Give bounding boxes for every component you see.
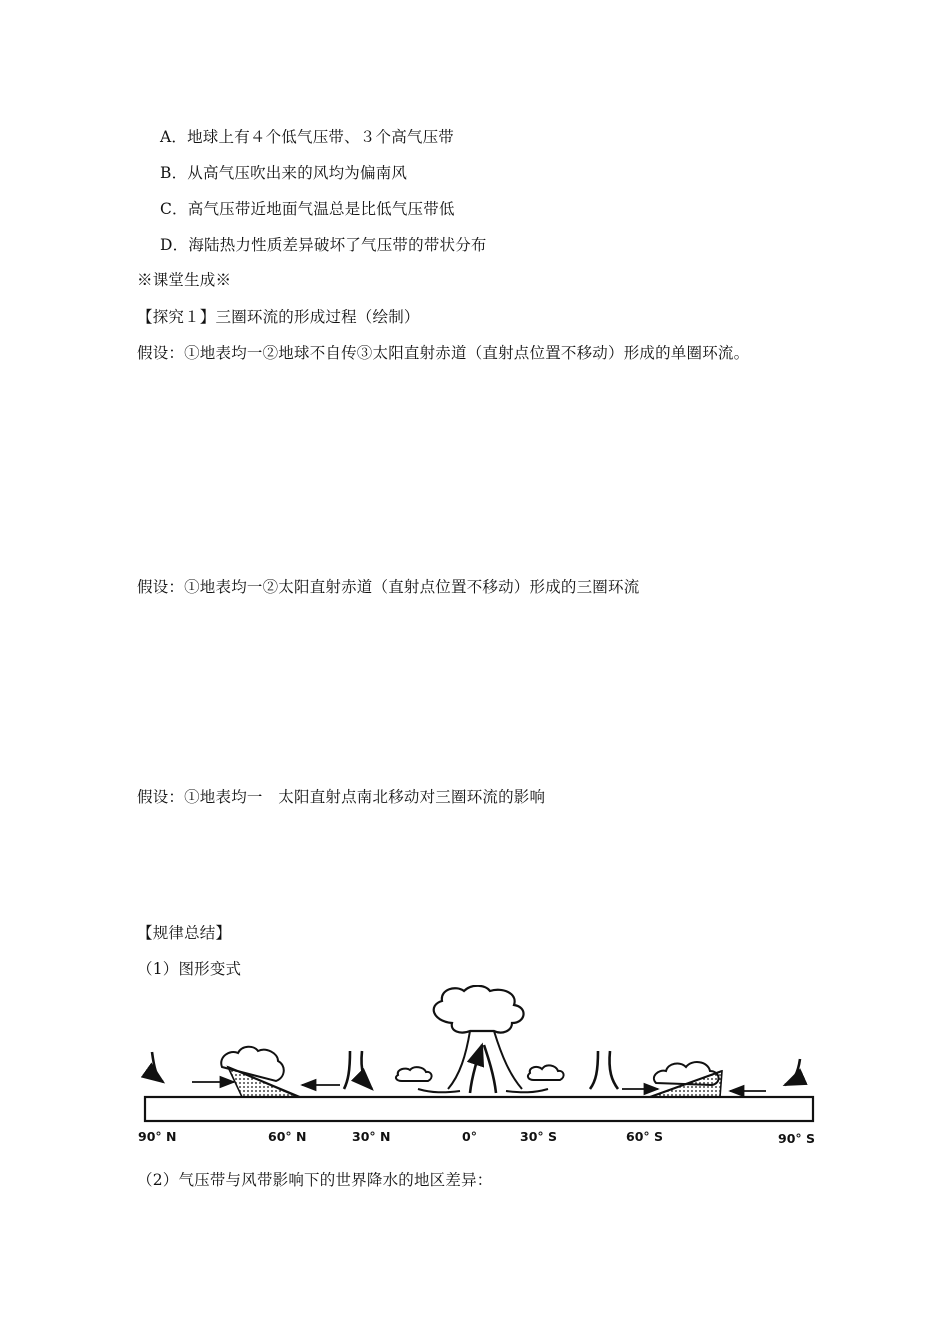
equatorial-cloud-stem [448, 1031, 522, 1089]
section-title: ※课堂生成※ [137, 271, 232, 289]
subtropical-descent-north-2 [361, 1051, 372, 1089]
item-1-title: （1）图形变式 [137, 960, 242, 978]
small-cloud-2 [528, 1065, 564, 1080]
option-b: B．从高气压吹出来的风均为偏南风 [160, 164, 408, 182]
subtropical-descent-south-2 [609, 1051, 618, 1089]
option-c: C．高气压带近地面气温总是比低气压带低 [160, 200, 455, 218]
summary-title: 【规律总结】 [137, 924, 232, 942]
subtropical-descent-south-1 [590, 1051, 598, 1089]
hypothesis-2: 假设：①地表均一②太阳直射赤道（直射点位置不移动）形成的三圈环流 [137, 578, 640, 596]
lat-label-60s: 60° S [626, 1129, 663, 1144]
trade-wind-north [418, 1089, 460, 1092]
polar-descent-south [785, 1059, 800, 1085]
lat-label-60n: 60° N [268, 1129, 307, 1144]
hypothesis-1: 假设：①地表均一②地球不自传③太阳直射赤道（直射点位置不移动）形成的单圈环流。 [137, 344, 750, 362]
option-a: A．地球上有４个低气压带、３个高气压带 [160, 128, 454, 146]
hypothesis-3: 假设：①地表均一 太阳直射点南北移动对三圈环流的影响 [137, 788, 546, 806]
lat-label-90n: 90° N [138, 1129, 177, 1144]
ground-bar [145, 1097, 813, 1121]
lat-label-90s: 90° S [778, 1131, 815, 1146]
lat-label-30s: 30° S [520, 1129, 557, 1144]
equatorial-ascent-2 [484, 1045, 496, 1093]
explore-title: 【探究１】三圈环流的形成过程（绘制） [137, 308, 420, 326]
small-cloud-1 [396, 1067, 432, 1081]
lat-label-30n: 30° N [352, 1129, 391, 1144]
subtropical-descent-north-1 [344, 1051, 350, 1089]
atmospheric-circulation-diagram [130, 985, 830, 1150]
lat-label-0: 0° [462, 1129, 477, 1144]
item-2-title: （2）气压带与风带影响下的世界降水的地区差异： [137, 1171, 493, 1189]
front-cloud-north [221, 1047, 284, 1081]
trade-wind-south [506, 1089, 548, 1092]
equatorial-cloud [434, 986, 524, 1033]
polar-descent-north [152, 1052, 163, 1082]
option-d: D．海陆热力性质差异破坏了气压带的带状分布 [160, 236, 487, 254]
equatorial-ascent-1 [470, 1045, 482, 1093]
